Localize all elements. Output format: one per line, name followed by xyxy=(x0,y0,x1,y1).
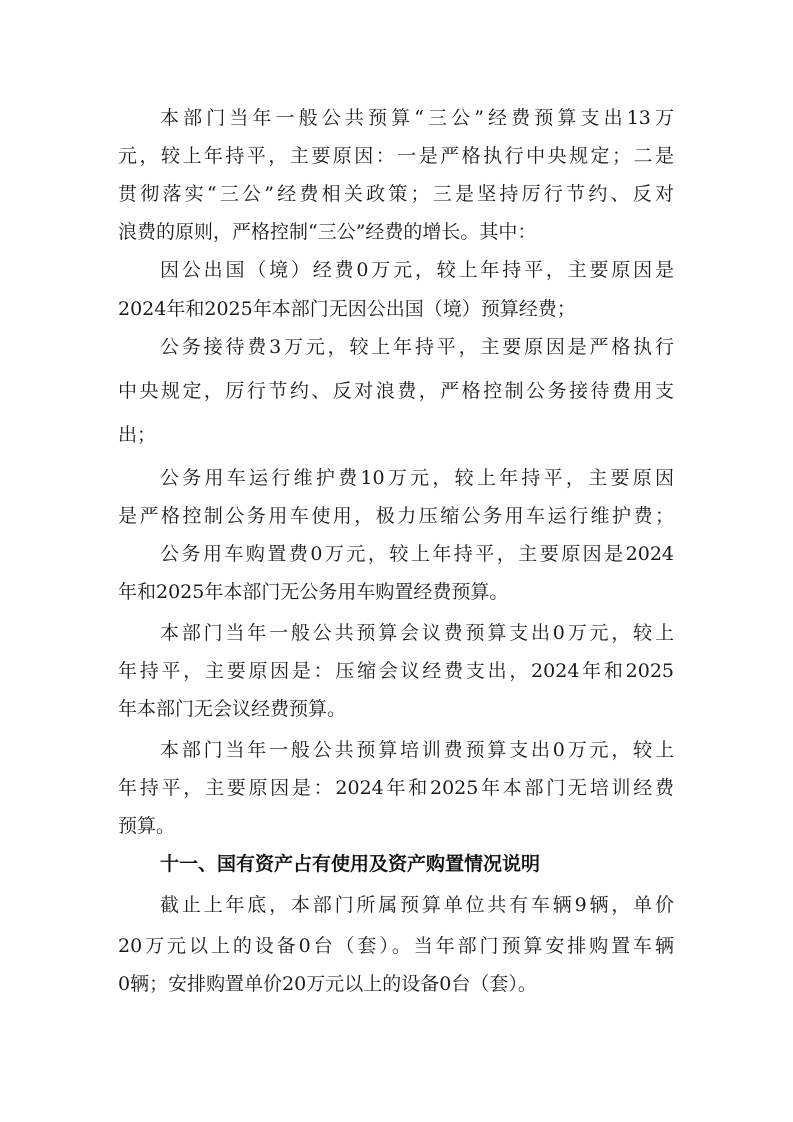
paragraph-line: 年本部门无会议经费预算。 xyxy=(118,698,347,720)
paragraph-line: 贯彻落实“三公”经费相关政策；三是坚持厉行节约、反对 xyxy=(118,183,674,205)
paragraph-line: 出； xyxy=(118,424,157,446)
paragraph-line: 本部门当年一般公共预算会议费预算支出0万元，较上 xyxy=(160,622,674,644)
paragraph-line: 公务用车购置费0万元，较上年持平，主要原因是2024 xyxy=(160,543,674,565)
paragraph-line: 因公出国（境）经费0万元，较上年持平，主要原因是 xyxy=(160,259,674,281)
paragraph-line: 公务接待费3万元，较上年持平，主要原因是严格执行 xyxy=(160,336,674,358)
paragraph-line: 元，较上年持平，主要原因：一是严格执行中央规定；二是 xyxy=(118,145,674,167)
paragraph-line: 年和2025年本部门无公务用车购置经费预算。 xyxy=(118,581,509,603)
paragraph-line: 公务用车运行维护费10万元，较上年持平，主要原因 xyxy=(160,467,674,489)
paragraph-line: 2024年和2025年本部门无因公出国（境）预算经费； xyxy=(118,298,576,320)
section-heading: 十一、国有资产占有使用及资产购置情况说明 xyxy=(160,853,541,875)
paragraph-line: 20万元以上的设备0台（套）。当年部门预算安排购置车辆 xyxy=(118,935,674,957)
paragraph-line: 0辆；安排购置单价20万元以上的设备0台（套）。 xyxy=(118,973,537,995)
paragraph-line: 截止上年底，本部门所属预算单位共有车辆9辆，单价 xyxy=(160,894,674,916)
paragraph-line: 本部门当年一般公共预算培训费预算支出0万元，较上 xyxy=(160,739,674,761)
paragraph-line: 中央规定，厉行节约、反对浪费，严格控制公务接待费用支 xyxy=(118,380,674,402)
paragraph-line: 年持平，主要原因是：2024年和2025年本部门无培训经费 xyxy=(118,777,674,799)
paragraph-line: 年持平，主要原因是：压缩会议经费支出，2024年和2025 xyxy=(118,660,674,682)
paragraph-line: 预算。 xyxy=(118,815,176,837)
paragraph-line: 是严格控制公务用车使用，极力压缩公务用车运行维护费； xyxy=(118,505,674,527)
paragraph-line: 浪费的原则，严格控制“三公”经费的增长。其中： xyxy=(118,221,537,243)
paragraph-line: 本部门当年一般公共预算“三公”经费预算支出13万 xyxy=(160,107,674,129)
